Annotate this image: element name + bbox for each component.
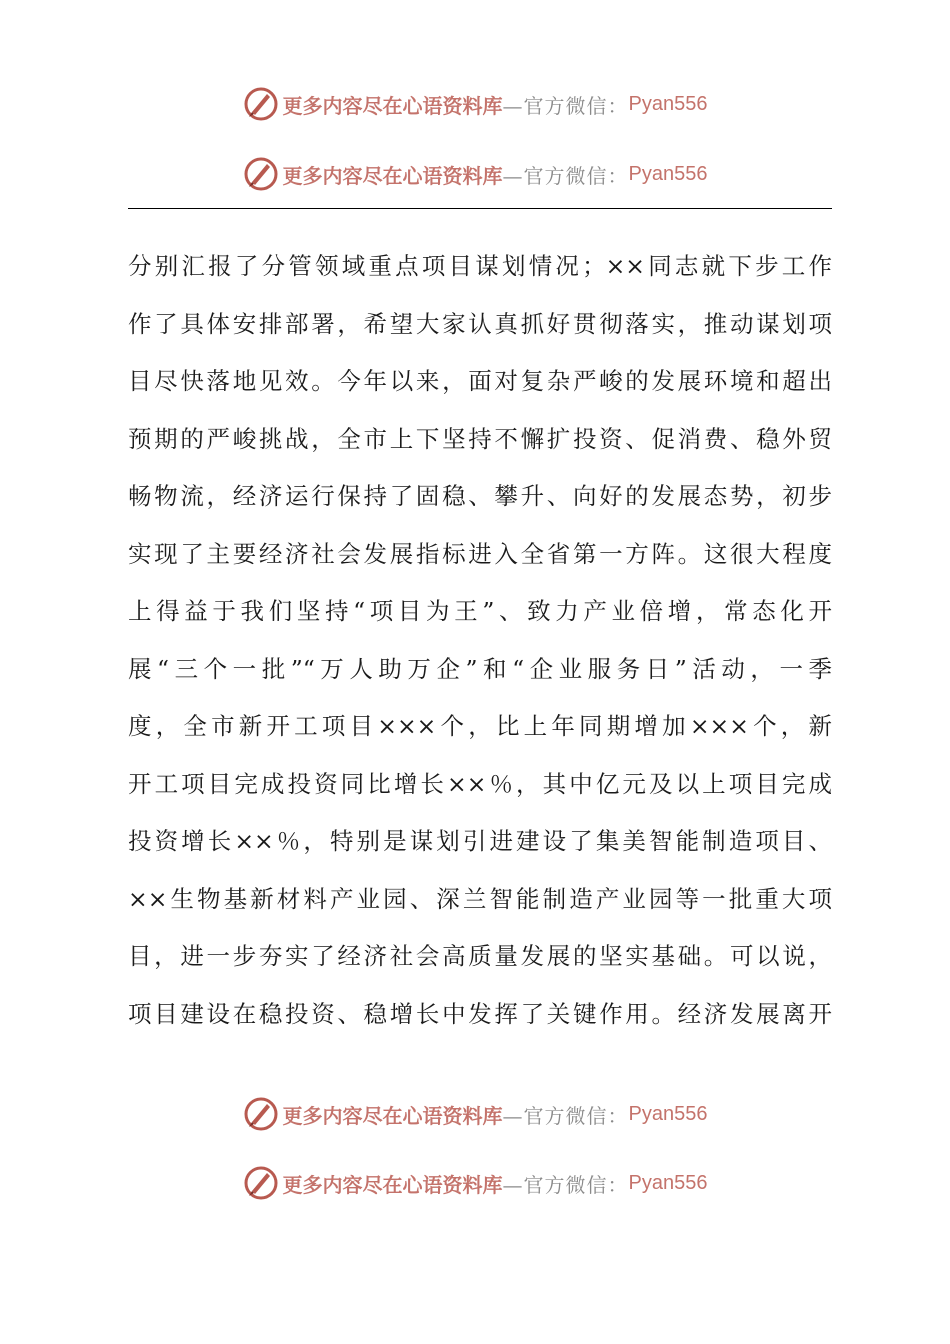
watermark-banner-top-1 (0, 84, 950, 124)
watermark-text-main: 更多内容尽在心语资料库 (282, 93, 503, 118)
text-line: 分别汇报了分管领域重点项目谋划情况；××同志就下步工作 (128, 252, 832, 280)
quill-pen-logo-icon (243, 1165, 279, 1201)
text-line: 开工项目完成投资同比增长××％，其中亿元及以上项目完成 (128, 769, 832, 798)
watermark-banner-bottom-1 (0, 1094, 950, 1134)
text-line: 展“三个一批”“万人助万企”和“企业服务日”活动，一季 (128, 654, 832, 683)
text-line: 投资增长××％，特别是谋划引进建设了集美智能制造项目、 (128, 827, 832, 855)
text-line: 度，全市新开工项目×××个，比上年同期增加×××个，新 (128, 712, 832, 740)
watermark-text-id: Pyan556 (628, 92, 708, 115)
watermark-text-wechat: —官方微信： (502, 1172, 629, 1197)
text-line: 作了具体安排部署，希望大家认真抓好贯彻落实，推动谋划项 (128, 309, 832, 338)
watermark-text-id: Pyan556 (628, 1102, 708, 1125)
text-line: 项目建设在稳投资、稳增长中发挥了关键作用。经济发展离开 (128, 999, 832, 1028)
text-line: 目，进一步夯实了经济社会高质量发展的坚实基础。可以说， (128, 942, 832, 970)
watermark-text-wechat: —官方微信： (502, 93, 629, 118)
watermark-text-id: Pyan556 (628, 162, 708, 185)
text-line: 畅物流，经济运行保持了固稳、攀升、向好的发展态势，初步 (128, 482, 832, 510)
watermark-text-main: 更多内容尽在心语资料库 (282, 1172, 503, 1197)
text-line: 实现了主要经济社会发展指标进入全省第一方阵。这很大程度 (128, 539, 832, 568)
text-line: 目尽快落地见效。今年以来，面对复杂严峻的发展环境和超出 (128, 367, 832, 395)
quill-pen-logo-icon (243, 86, 279, 122)
text-line: 预期的严峻挑战，全市上下坚持不懈扩投资、促消费、稳外贸 (128, 424, 832, 453)
text-line: 上得益于我们坚持“项目为王”、致力产业倍增，常态化开 (128, 597, 832, 625)
header-divider (128, 208, 832, 209)
watermark-text-wechat: —官方微信： (502, 163, 629, 188)
watermark-text-wechat: —官方微信： (502, 1103, 629, 1128)
watermark-banner-top-2 (0, 154, 950, 194)
quill-pen-logo-icon (243, 156, 279, 192)
watermark-text-main: 更多内容尽在心语资料库 (282, 1103, 503, 1128)
text-line: ××生物基新材料产业园、深兰智能制造产业园等一批重大项 (128, 884, 832, 913)
document-body (128, 238, 832, 1043)
quill-pen-logo-icon (243, 1096, 279, 1132)
watermark-text-id: Pyan556 (628, 1171, 708, 1194)
watermark-text-main: 更多内容尽在心语资料库 (282, 163, 503, 188)
watermark-banner-bottom-2 (0, 1163, 950, 1203)
